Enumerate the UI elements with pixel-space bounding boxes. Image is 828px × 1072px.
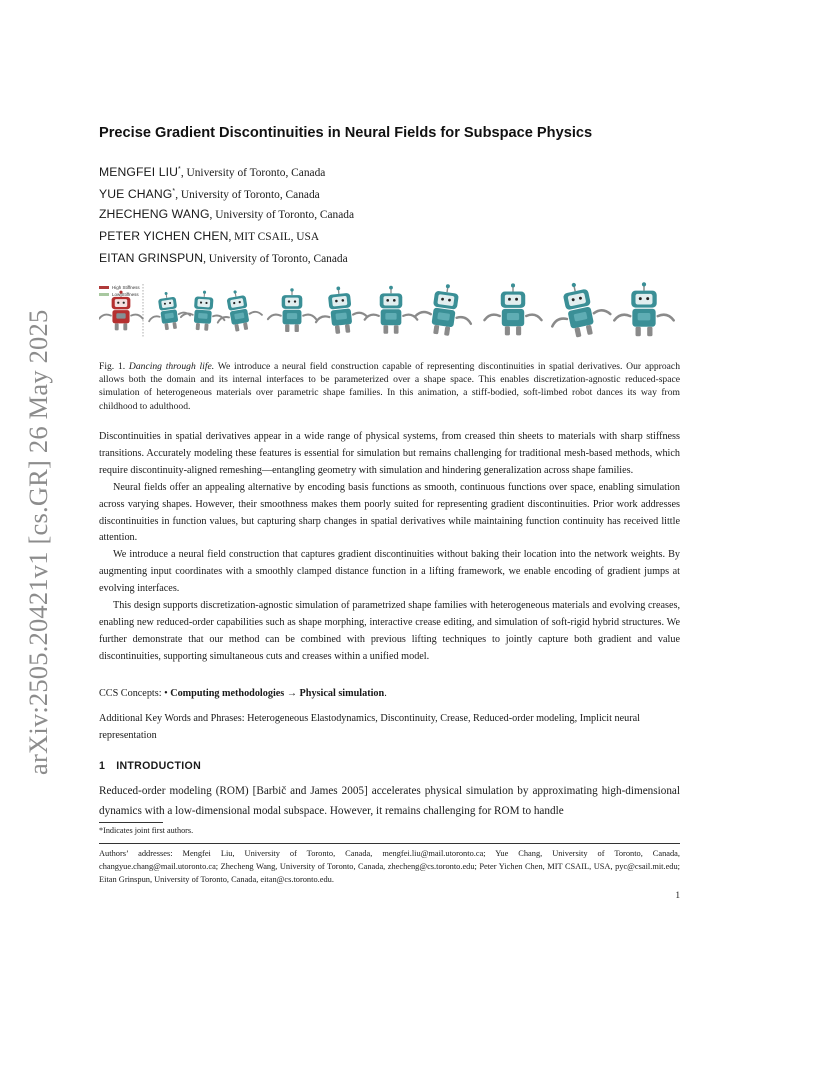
abstract-paragraph: Neural fields offer an appealing alternative by encoding basis functions as smooth, continuous functions over space, enabling simulation across varying shapes. However, their smoothness makes them poorly suited for representing gradient discontinuities. Prior work addresses discontinuities in function values, but capturing sharp changes in spatial derivatives while maintaining function continuity has received little attention. <box>99 481 680 544</box>
robot-figure <box>614 282 673 336</box>
robot-eye <box>393 299 396 302</box>
abstract <box>99 429 680 666</box>
robot-figure <box>213 286 264 334</box>
robot-leg <box>394 325 399 333</box>
robot-figure <box>180 289 226 332</box>
legend-label: Low Stiffness <box>112 292 139 297</box>
figure-legend <box>99 284 140 298</box>
robot-figure <box>544 280 613 340</box>
robot-leg <box>243 322 248 330</box>
author-entry <box>99 160 680 182</box>
caption-emphasis: Dancing through life. <box>128 361 215 372</box>
robot-arm <box>268 315 281 320</box>
robot-antenna-tip <box>336 286 340 290</box>
author-name: ZHECHENG WANG <box>99 207 210 221</box>
robot-panel <box>116 313 125 318</box>
robot-leg <box>295 324 299 332</box>
robot-arm <box>526 315 541 320</box>
page-number: 1 <box>675 891 680 901</box>
robot-antenna-tip <box>233 290 237 294</box>
keywords: Additional Key Words and Phrases: Heterogeneous Elastodynamics, Discontinuity, Crease, Reduced-order modeling, Implicit neural representation <box>99 713 640 741</box>
author-mark: * <box>172 188 176 195</box>
robot-leg <box>196 323 200 330</box>
robot-figure <box>484 283 541 335</box>
robot-arm <box>456 316 472 323</box>
teaser-figure <box>99 280 680 340</box>
robot-panel <box>335 313 347 321</box>
robot-arm <box>484 315 499 320</box>
robot-eye <box>508 298 511 301</box>
robot-face <box>636 294 653 305</box>
robot-arm <box>353 312 367 318</box>
footnote: *Indicates joint first authors. <box>99 826 194 835</box>
author-entry <box>99 226 680 248</box>
robot-leg <box>204 324 208 331</box>
robot-leg <box>234 324 239 332</box>
author-affiliation: , MIT CSAIL, USA <box>228 231 320 243</box>
robot-leg <box>636 327 641 337</box>
robot-antenna-tip <box>446 284 451 289</box>
robot-leg <box>383 325 388 333</box>
robot-arm <box>131 315 143 319</box>
robot-leg <box>505 326 510 335</box>
robot-leg <box>647 327 652 337</box>
robot-antenna-tip <box>290 288 293 291</box>
robot-face <box>197 299 210 308</box>
legend-entry <box>99 291 140 298</box>
robot-panel <box>507 313 519 320</box>
robot-arm <box>99 315 111 319</box>
abstract-paragraph: Discontinuities in spatial derivatives appear in a wide range of physical systems, from creased thin sheets to materials with sharp stiffness transitions. Accurately modeling these features is essential for simulation but remains challenging for traditional mesh-based methods, which require discontinuity-aligned remeshing—entangling geometry with simulation and hindering generalization across shape families. <box>99 431 680 476</box>
robot-face <box>285 298 299 307</box>
robot-antenna-tip <box>571 282 576 287</box>
robot-antenna-tip <box>511 283 515 287</box>
robot-eye <box>646 297 649 300</box>
robot-arm <box>249 311 262 317</box>
legend-entry <box>99 284 140 291</box>
robot-eye <box>294 300 296 302</box>
robot-leg <box>164 323 169 330</box>
robot-leg <box>172 322 177 329</box>
legend-swatch <box>99 293 109 296</box>
robot-leg <box>444 326 450 336</box>
author-entry <box>99 248 680 270</box>
robot-eye <box>117 302 119 304</box>
paper-title: Precise Gradient Discontinuities in Neural Fields for Subspace Physics <box>99 125 593 141</box>
author-list <box>99 160 680 270</box>
robot-face <box>505 295 521 305</box>
author-entry <box>99 182 680 204</box>
robot-eye <box>639 297 642 300</box>
robot-leg <box>335 325 340 334</box>
caption-text: We introduce a neural field construction capable of representing discontinuities in spatial derivatives. Our approach allows both the domain and its internal interfaces to be parameterized over a shape space. This enables discretization-agnostic reduced-space simulation of heterogeneous materials over parametric shape families. In this animation, a stiff-bodied, soft-limbed robot dances its way from childhood to adulthood. <box>99 361 680 412</box>
author-addresses: Authors’ addresses: Mengfei Liu, University of Toronto, Canada, mengfei.liu@mail.utoronto.ca; Yue Chang, University of Toronto, Canada, changyue.chang@mail.utoronto.ca; Zhecheng Wang, University of Toronto, Canada, zhecheng@cs.toronto.edu; Peter Yichen Chen, MIT CSAIL, USA, pyc@csail.mit.edu; Eitan Grinspun, University of Toronto, Canada, eitan@cs.toronto.edu. <box>99 849 680 884</box>
robot-leg <box>345 324 350 333</box>
robot-arm <box>614 315 630 321</box>
robot-arm <box>594 309 611 318</box>
robot-panel <box>638 313 651 320</box>
robot-eye <box>515 298 518 301</box>
abstract-paragraph: We introduce a neural field construction that captures gradient discontinuities without baking their location into the network weights. By augmenting input coordinates with a smoothly clamped distance function in a lifting framework, we enable encoding of gradient jumps at evolving interfaces. <box>99 549 680 595</box>
author-mark: * <box>177 166 181 173</box>
author-name: EITAN GRINSPUN <box>99 251 204 265</box>
robot-leg <box>574 327 581 337</box>
robot-leg <box>586 325 593 335</box>
author-name: PETER YICHEN CHEN <box>99 229 229 243</box>
robot-leg <box>285 324 289 332</box>
robot-face <box>332 296 348 307</box>
author-affiliation: , University of Toronto, Canada <box>209 209 355 221</box>
author-affiliation: , University of Toronto, Canada <box>175 189 320 202</box>
robot-face <box>383 296 398 305</box>
author-name: YUE CHANG <box>99 187 173 202</box>
robot-figure <box>268 288 316 332</box>
robot-arm <box>551 318 568 327</box>
arxiv-stamp: arXiv:2505.20421v1 [cs.GR] 26 May 2025 <box>23 309 53 775</box>
author-entry <box>99 204 680 226</box>
intro-paragraph: Reduced-order modeling (ROM) [Barbič and James 2005] accelerates physical simulation by approximating high-dimensional dynamics with a low-dimensional modal subspace. However, it remains challenging for ROM to handle <box>99 785 680 818</box>
figure-caption <box>99 360 680 413</box>
abstract-paragraph: This design supports discretization-agnostic simulation of parametrized shape families with heterogeneous materials and evolving creases, enabling new reduced-order capabilities such as shape morphing, interactive crease editing, and simulation of soft-rigid hybrid structures. We further demonstrate that our method can be combined with previous lifting techniques to jointly capture both gradient and value discontinuities, supporting simultaneous cuts and creases within a unified model. <box>99 600 680 662</box>
robot-eye <box>386 299 389 302</box>
author-affiliation: , University of Toronto, Canada <box>180 167 326 180</box>
section-number: 1 <box>99 760 106 772</box>
robot-leg <box>115 323 119 330</box>
robot-eye <box>288 300 290 302</box>
robot-eye <box>123 302 125 304</box>
ccs-suffix: . <box>384 688 387 699</box>
robot-figure <box>365 286 418 334</box>
robot-animation-strip <box>99 280 680 340</box>
footnote-rule <box>99 822 163 823</box>
section-heading <box>99 760 201 772</box>
robot-panel <box>385 313 396 320</box>
ccs-concepts <box>99 686 680 702</box>
robot-arm <box>658 315 674 321</box>
author-affiliation: , University of Toronto, Canada <box>203 253 348 265</box>
ccs-prefix: CCS Concepts: • <box>99 688 171 699</box>
robot-arm <box>149 316 161 321</box>
ccs-concept: Computing methodologies → Physical simulation <box>170 688 385 699</box>
robot-figure <box>312 284 368 336</box>
robot-arm <box>415 311 431 318</box>
caption-label: Fig. 1. <box>99 361 126 372</box>
author-name: MENGFEI LIU <box>99 165 178 180</box>
robot-panel <box>287 313 297 319</box>
robot-antenna-tip <box>642 282 646 286</box>
robot-leg <box>433 325 439 335</box>
robot-panel <box>198 313 208 319</box>
robot-antenna-tip <box>203 291 206 294</box>
robot-arm <box>181 313 193 318</box>
robot-leg <box>516 326 521 335</box>
legend-swatch <box>99 286 109 289</box>
robot-figure <box>413 280 476 338</box>
address-rule <box>99 843 680 844</box>
robot-arm <box>315 316 329 322</box>
robot-antenna-tip <box>389 286 393 290</box>
section-title: INTRODUCTION <box>116 760 202 772</box>
robot-figure <box>145 289 191 332</box>
robot-arm <box>303 315 316 320</box>
robot-face <box>115 299 127 307</box>
robot-antenna-tip <box>164 292 167 295</box>
robot-leg <box>123 323 127 330</box>
legend-label: High Stiffness <box>112 285 140 290</box>
